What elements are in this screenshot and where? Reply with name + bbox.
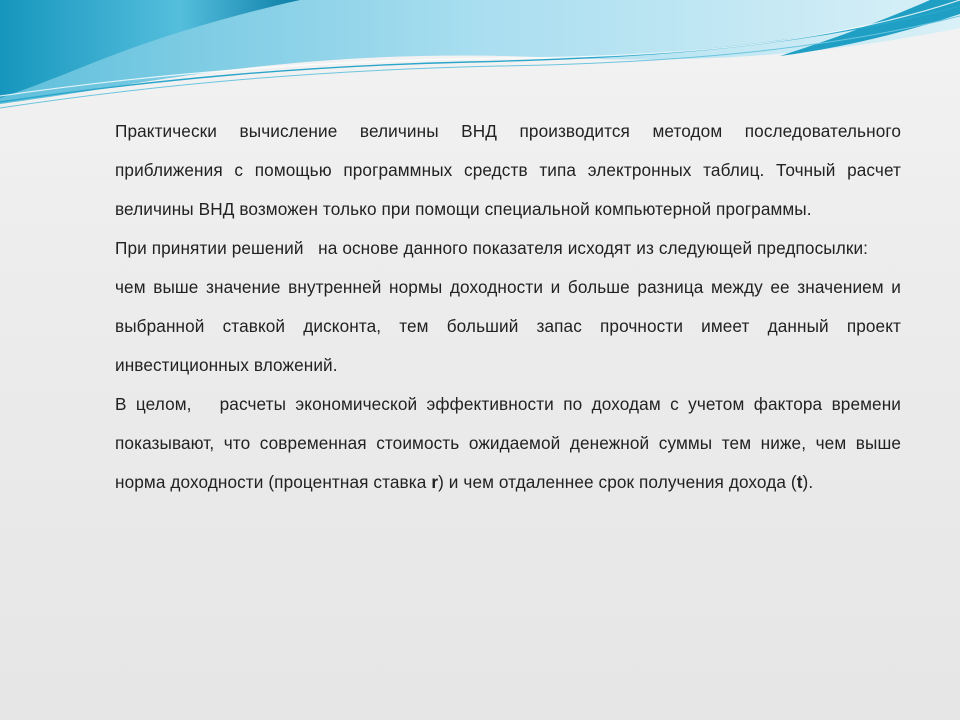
paragraph-2-text: При принятии решений на основе данного показателя исходят из следующей предпосылки: — [115, 238, 869, 258]
paragraph-2 — [115, 229, 901, 268]
time-symbol-t: t — [796, 472, 803, 492]
slide-body-text — [115, 112, 906, 502]
paragraph-1 — [115, 112, 901, 229]
paragraph-4-text-part1: В целом, расчеты экономической эффективности по доходам с учетом фактора времени показывают, что современная стоимость ожидаемой денежной суммы тем ниже, чем выше норма доходности (процентная ставка — [115, 394, 906, 492]
paragraph-3-text: чем выше значение внутренней нормы доходности и больше разница между ее значением и выбранной ставкой дисконта, тем больший запас прочности имеет данный проект инвестиционных вложений. — [115, 277, 901, 375]
paragraph-4-text-part3: ). — [802, 472, 814, 492]
paragraph-4 — [115, 385, 906, 502]
paragraph-3 — [115, 268, 901, 385]
decorative-wave-header — [0, 0, 960, 120]
paragraph-1-text: Практически вычисление величины ВНД производится методом последовательного приближения с помощью программных средств типа электронных таблиц. Точный расчет величины ВНД возможен только при помощи специальной компьютерной программы. — [115, 121, 901, 219]
rate-symbol-r: r — [431, 472, 439, 492]
paragraph-4-text-part2: ) и чем отдаленнее срок получения дохода ( — [438, 472, 797, 492]
